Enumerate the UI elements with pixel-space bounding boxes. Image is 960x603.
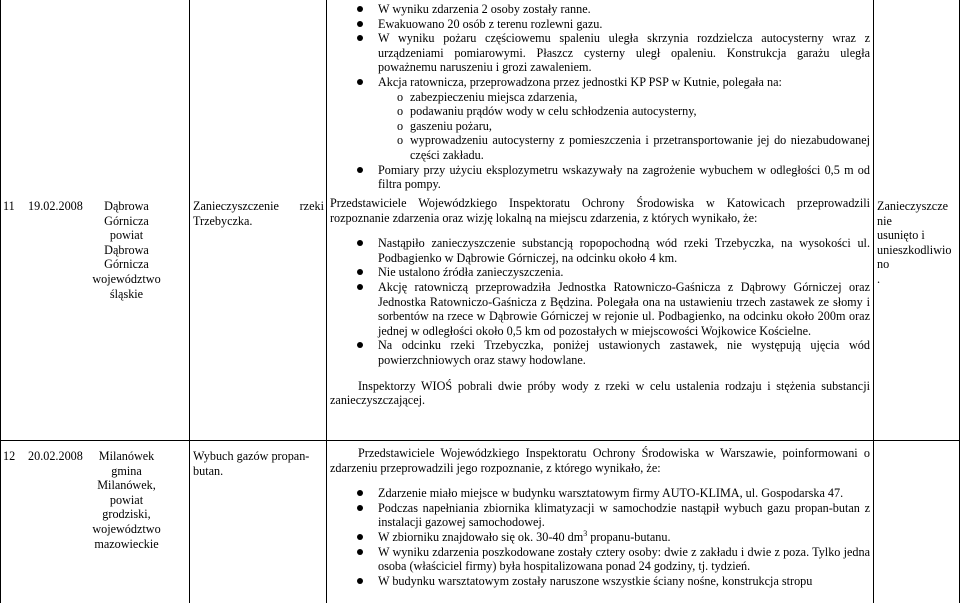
sub-list-item: o zabezpieczeniu miejsca zdarzenia, <box>330 90 870 105</box>
row-date: 19.02.2008 <box>28 199 83 213</box>
closing-paragraph: Inspektorzy WIOŚ pobrali dwie próby wody z rzeki w celu ustalenia rodzaju i stężenia substancji zanieczyszczającej. <box>330 378 870 408</box>
list-item: Ewakuowano 20 osób z terenu rozlewni gazu. <box>330 17 870 32</box>
sub-list-item: o gaszeniu pożaru, <box>330 119 870 134</box>
list-item: Akcja ratownicza, przeprowadzona przez jednostki KP PSP w Kutnie, polegała na: <box>330 75 870 90</box>
list-item: W budynku warsztatowym zostały naruszone wszystkie ściany nośne, konstrukcja stropu <box>330 574 870 589</box>
list-item: Zdarzenie miało miejsce w budynku warsztatowym firmy AUTO-KLIMA, ul. Gospodarska 47. <box>330 486 870 501</box>
sub-list-item: o wyprowadzeniu autocysterny z pomieszczenia i przetransportowanie jej do niezabudowanej części zakładu. <box>330 133 870 162</box>
row-result: Zanieczyszcze nie usunięto i unieszkodliwio no . <box>877 199 952 286</box>
list-item: Nastąpiło zanieczyszczenie substancją ropopochodną wód rzeki Trzebyczka, na wysokości ul. Podbagienko w Dąbrowie Górniczej, na odcinku około 4 km. <box>330 236 870 265</box>
column-divider <box>873 0 874 603</box>
previous-row-description <box>330 2 870 192</box>
list-item: W wyniku pożaru częściowemu spaleniu uległa skrzynia rozdzielcza autocysterny wraz z urządzeniami pomiarowymi. Płaszcz cysterny uległ opaleniu. Konstrukcja garażu uległa poważnemu naruszeniu i grozi zawaleniem. <box>330 31 870 75</box>
table-border-left <box>0 0 1 603</box>
column-divider <box>189 0 190 603</box>
row-number: 12 <box>3 449 16 463</box>
sub-list-item: o podawaniu prądów wody w celu schłodzenia autocysterny, <box>330 104 870 119</box>
row-date: 20.02.2008 <box>28 449 83 463</box>
list-item: Na odcinku rzeki Trzebyczka, poniżej ustawionych zastawek, nie występują ujęcia wód powierzchniowych oraz stawy hodowlane. <box>330 338 870 367</box>
row-description: Przedstawiciele Wojewódzkiego Inspektoratu Ochrony Środowiska w Katowicach przeprowadzili rozpoznanie zdarzenia oraz wizję lokalną na miejscu zdarzenia, z których wynikało, że: Nastąpiło zanieczyszczenie substancją ropopochodną wód rzeki Trzebyczka, na wysokości ul. Podbagienko w Dąbrowie Górniczej, na odcinku około 4 km. Nie ustalono źródła zanieczyszczenia. Akcję ratowniczą przeprowadziła Jednostka Ratowniczo-Gaśnicza z Dąbrowy Górniczej oraz Jednostka Ratowniczo-Gaśnicza z Będzina. Polegała ona na ustawieniu trzech zastawek ze słomy i sorbentów na rzece w Dąbrowie Górniczej w rejonie ul. Podbagienko, na odcinku około 200m oraz jednej w odległości około 0,5 km od pozostałych w miejscowości Wojkowice Kościelne. Na odcinku rzeki Trzebyczka, poniżej ustawionych zastawek, nie występują ujęcia wód powierzchniowych oraz stawy hodowlane. Inspektorzy WIOŚ pobrali dwie próby wody z rzeki w celu ustalenia rodzaju i stężenia substancji zanieczyszczającej. <box>330 196 870 408</box>
row-divider <box>0 440 960 441</box>
list-item: Podczas napełniania zbiornika klimatyzacji w samochodzie nastąpił wybuch gazu propan-butan z instalacji gazowej samochodowej. <box>330 501 870 530</box>
list-item: Pomiary przy użyciu eksplozymetru wskazywały na zagrożenie wybuchem w odległości 0,5 m od filtra pompy. <box>330 163 870 192</box>
row-description: Przedstawiciele Wojewódzkiego Inspektoratu Ochrony Środowiska w Warszawie, poinformowani o zdarzeniu przeprowadzili jego rozpoznanie, z którego wynikało, że: Zdarzenie miało miejsce w budynku warsztatowym firmy AUTO-KLIMA, ul. Gospodarska 47. Podczas napełniania zbiornika klimatyzacji w samochodzie nastąpił wybuch gazu propan-butan z instalacji gazowej samochodowej. W zbiorniku znajdowało się ok. 30-40 $dm^3$ propanu-butanu. W wyniku zdarzenia poszkodowane zostały cztery osoby: dwie z zakładu i dwie z poza. Tylko jedna osoba (właściciel firmy) była hospitalizowana ponad 24 godziny, tj. tydzień. W budynku warsztatowym zostały naruszone wszystkie ściany nośne, konstrukcja stropu <box>330 446 870 588</box>
list-item: Akcję ratowniczą przeprowadziła Jednostka Ratowniczo-Gaśnicza z Dąbrowy Górniczej oraz Jednostka Ratowniczo-Gaśnicza z Będzina. Polegała ona na ustawieniu trzech zastawek ze słomy i sorbentów na rzece w Dąbrowie Górniczej w rejonie ul. Podbagienko, na odcinku około 200m oraz jednej w odległości około 0,5 km od pozostałych w miejscowości Wojkowice Kościelne. <box>330 280 870 338</box>
list-item: W wyniku zdarzenia 2 osoby zostały ranne. <box>330 2 870 17</box>
row-event: Zanieczyszczenie rzeki Trzebyczka. <box>193 199 324 228</box>
row-location: Dąbrowa Górnicza powiat Dąbrowa Górnicza województwo śląskie <box>92 199 161 301</box>
column-divider <box>326 0 327 603</box>
list-item: W zbiorniku znajdowało się ok. 30-40 $dm^3$ propanu-butanu. <box>330 530 870 545</box>
row-event: Wybuch gazów propan-butan. <box>193 449 310 478</box>
list-item: W wyniku zdarzenia poszkodowane zostały cztery osoby: dwie z zakładu i dwie z poza. Tylko jedna osoba (właściciel firmy) była hospitalizowana ponad 24 godziny, tj. tydzień. <box>330 545 870 574</box>
list-item: Nie ustalono źródła zanieczyszczenia. <box>330 265 870 280</box>
row-number: 11 <box>3 199 15 213</box>
row-location: Milanówek gmina Milanówek, powiat grodziski, województwo mazowieckie <box>92 449 161 551</box>
